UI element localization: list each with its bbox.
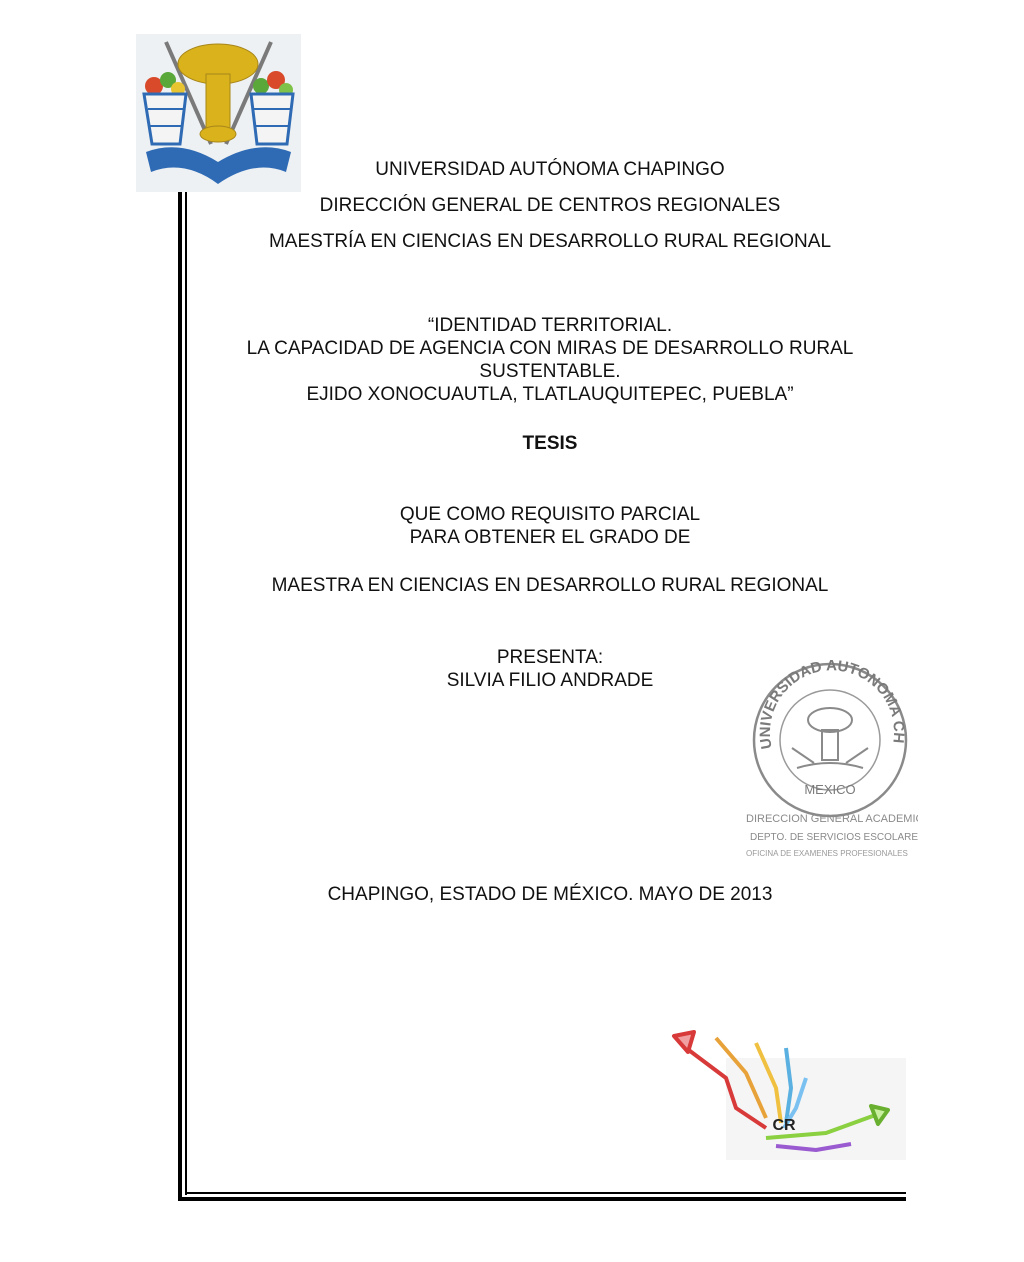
document-type: TESIS [522, 433, 578, 454]
degree-name: MAESTRA EN CIENCIAS EN DESARROLLO RURAL REGIONAL [271, 575, 829, 596]
seal-country: MEXICO [804, 782, 856, 797]
frame-bottom-outer-line [178, 1197, 906, 1201]
direction-name: DIRECCIÓN GENERAL DE CENTROS REGIONALES [319, 195, 781, 216]
program-name: MAESTRÍA EN CIENCIAS EN DESARROLLO RURAL REGIONAL [268, 231, 832, 252]
thesis-title-line-4: EJIDO XONOCUAUTLA, TLATLAUQUITEPEC, PUEBLA” [306, 384, 794, 405]
place-and-date: CHAPINGO, ESTADO DE MÉXICO. MAYO DE 2013 [327, 884, 773, 905]
svg-text:UNIVERSIDAD AUTONOMA CHAPINGO [742, 648, 907, 750]
thesis-title-line-1: “IDENTIDAD TERRITORIAL. [427, 315, 673, 336]
presenter-label: PRESENTA: [496, 647, 604, 668]
frame-left-inner-line [185, 192, 187, 1195]
regional-centers-logo-icon [666, 1018, 906, 1160]
seal-line-1: DIRECCION GENERAL ACADEMICA [746, 813, 918, 825]
frame-bottom-inner-line [185, 1192, 906, 1194]
seal-line-3: OFICINA DE EXAMENES PROFESIONALES [746, 849, 908, 858]
university-name: UNIVERSIDAD AUTÓNOMA CHAPINGO [375, 159, 725, 180]
seal-line-2: DEPTO. DE SERVICIOS ESCOLARES [750, 832, 918, 843]
seal-ring-text: UNIVERSIDAD AUTONOMA CH [756, 657, 908, 751]
official-seal [742, 648, 918, 888]
thesis-title-line-3: SUSTENTABLE. [479, 361, 621, 382]
thesis-title-line-2: LA CAPACIDAD DE AGENCIA CON MIRAS DE DESARROLLO RURAL [246, 338, 854, 359]
regional-centers-logo [666, 1018, 906, 1160]
frame-left-outer-line [178, 192, 182, 1201]
cr-label: CR [772, 1117, 796, 1134]
requirement-line-1: QUE COMO REQUISITO PARCIAL [399, 504, 701, 525]
presenter-name: SILVIA FILIO ANDRADE [446, 670, 654, 691]
official-seal-icon [742, 648, 918, 888]
requirement-line-2: PARA OBTENER EL GRADO DE [409, 527, 691, 548]
